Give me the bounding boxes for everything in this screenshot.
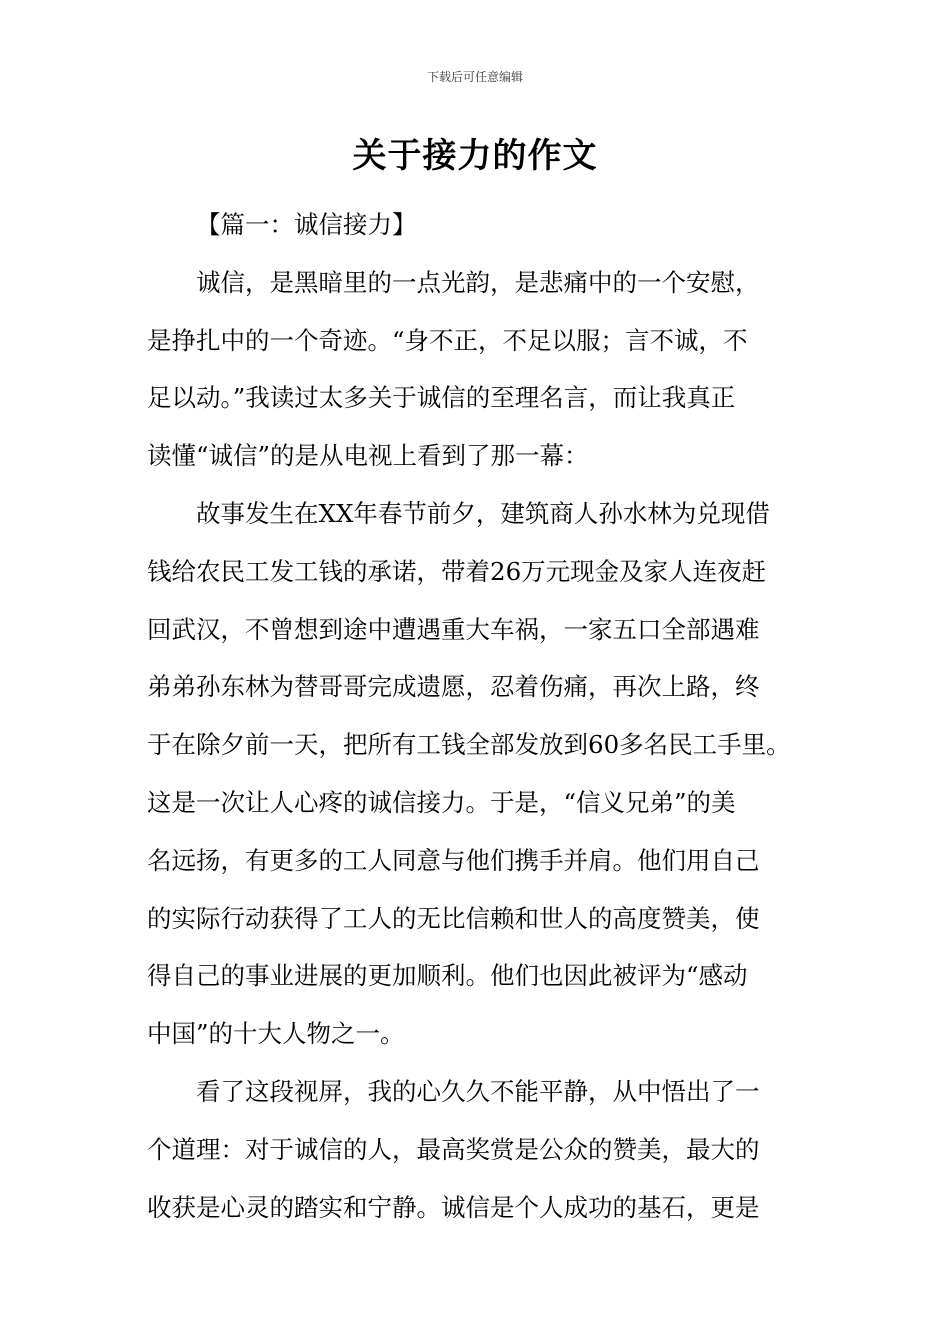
- paragraph-line: 得自己的事业进展的更加顺利。他们也因此被评为“感动: [147, 961, 748, 991]
- paragraph-line: 回武汉，不曾想到途中遭遇重大车祸，一家五口全部遇难: [147, 614, 760, 644]
- paragraph-line: 名远扬，有更多的工人同意与他们携手并肩。他们用自己: [147, 845, 760, 875]
- header-note: 下载后可任意编辑: [426, 70, 523, 84]
- paragraph-line: 这是一次让人心疼的诚信接力。于是，“信义兄弟”的美: [147, 787, 736, 817]
- paragraph-line: 读懂“诚信”的是从电视上看到了那一幕：: [147, 441, 589, 471]
- paragraph-line: 看了这段视屏，我的心久久不能平静，从中悟出了一: [196, 1076, 760, 1106]
- document-body: [147, 203, 837, 1243]
- paragraph-line: 中国”的十大人物之一。: [147, 1019, 405, 1049]
- paragraph-line: 弟弟孙东林为替哥哥完成遗愿，忍着伤痛，再次上路，终: [147, 672, 760, 702]
- paragraph-line: 的实际行动获得了工人的无比信赖和世人的高度赞美，使: [147, 903, 760, 933]
- paragraph-line: 诚信，是黑暗里的一点光韵，是悲痛中的一个安慰，: [196, 267, 760, 297]
- page-title: 关于接力的作文: [352, 136, 598, 176]
- paragraph-line: 钱给农民工发工钱的承诺，带着26万元现金及家人连夜赶: [147, 556, 767, 586]
- paragraph-line: 足以动。”我读过太多关于诚信的至理名言，而让我真正: [147, 383, 736, 413]
- section-heading: 【篇一：诚信接力】: [196, 210, 417, 239]
- paragraph-line: 于在除夕前一天，把所有工钱全部发放到60多名民工手里。: [147, 730, 791, 760]
- paragraph-line: 是挣扎中的一个奇迹。“身不正，不足以服；言不诚，不: [147, 325, 748, 355]
- paragraph-line: 故事发生在XX年春节前夕，建筑商人孙水林为兑现借: [196, 498, 770, 528]
- paragraph-line: 收获是心灵的踏实和宁静。诚信是个人成功的基石，更是: [147, 1192, 760, 1222]
- paragraph-line: 个道理：对于诚信的人，最高奖赏是公众的赞美，最大的: [147, 1134, 760, 1164]
